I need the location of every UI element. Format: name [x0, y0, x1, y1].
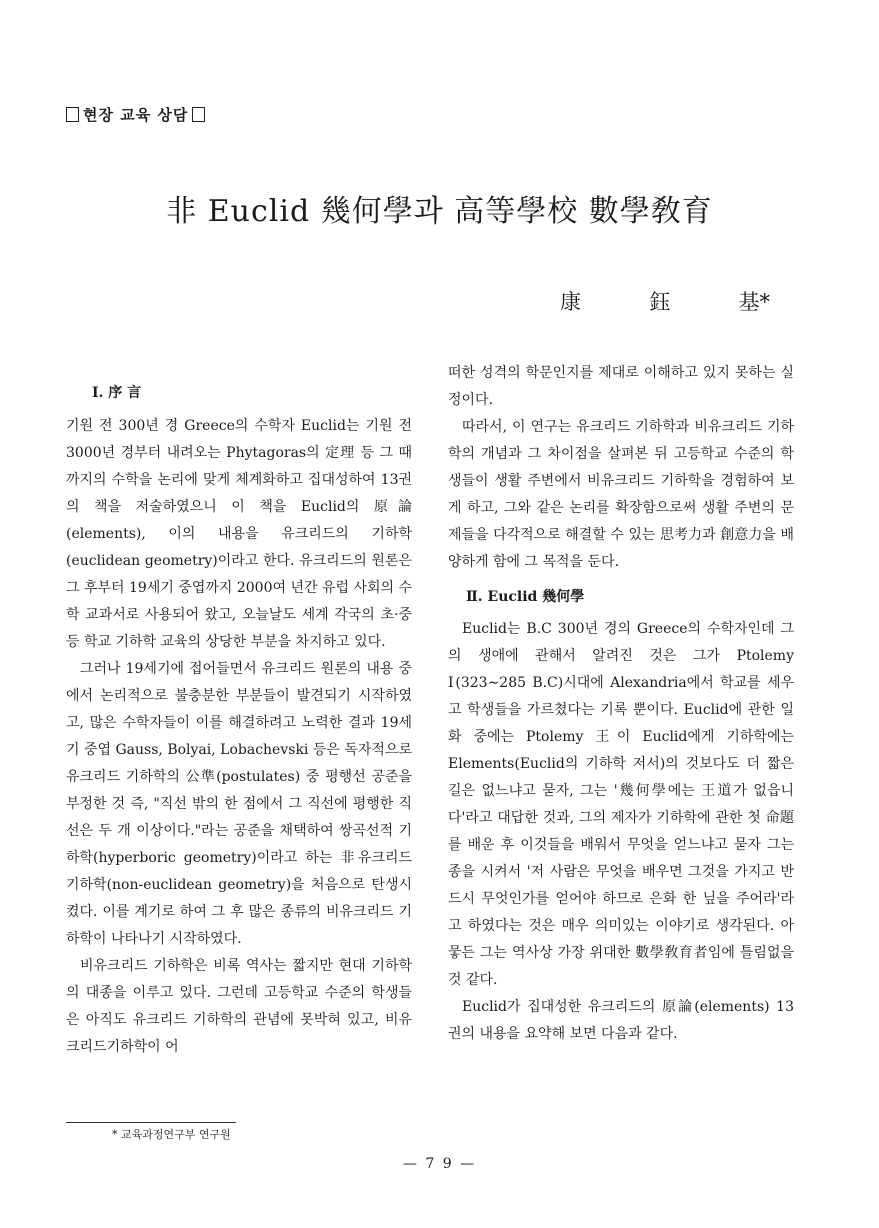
- paragraph: 기원 전 300년 경 Greece의 수학자 Euclid는 기원 전 3000년 경부터 내려오는 Phytagoras의 定理 등 그 때까지의 수학을 논리에 맞게 체계화하고 집대성하여 13권의 책을 저술하였으니 이 책을 Euclid의 原論(elements), 이의 내용을 유크리드의 기하학(euclidean geometry)이라고 한다. 유크리드의 원론은 그 후부터 19세기 중엽까지 2000여 년간 유럽 사회의 수학 교과서로 사용되어 왔고, 오늘날도 세계 각국의 초·중등 학교 기하학 교육의 상당한 부분을 차지하고 있다.: [66, 418, 412, 650]
- paragraph: 비유크리드 기하학은 비록 역사는 짧지만 현대 기하학의 대종을 이루고 있다. 그런데 고등학교 수준의 학생들은 아직도 유크리드 기하학의 관념에 못박혀 있고, 비유크리드기하학이 어: [66, 958, 412, 1055]
- paragraph: 그러나 19세기에 접어들면서 유크리드 원론의 내용 중에서 논리적으로 불충분한 부분들이 발견되기 시작하였고, 많은 수학자들이 이를 해결하려고 노력한 결과 19세기 중엽 Gauss, Bolyai, Lobachevski 등은 독자적으로 유크리드 기하학의 公準(postulates) 중 평행선 공준을 부정한 것 즉, "직선 밖의 한 점에서 그 직선에 평행한 직선은 두 개 이상이다."라는 공준을 채택하여 쌍곡선적 기하학(hyperboric geometry)이라고 하는 非유크리드 기하학(non-euclidean geometry)을 처음으로 탄생시켰다. 이를 계기로 하여 그 후 많은 종류의 비유크리드 기하학이 나타나기 시작하였다.: [66, 661, 412, 947]
- right-column: [448, 360, 794, 1048]
- footnote: * 교육과정연구부 연구원: [112, 1128, 231, 1141]
- author: [560, 286, 770, 316]
- paragraph: Euclid가 집대성한 유크리드의 原論(elements) 13권의 내용을 요약해 보면 다음과 같다.: [448, 999, 794, 1042]
- box-icon: [66, 107, 79, 122]
- author-char: 基*: [738, 290, 770, 314]
- box-icon: [192, 107, 205, 122]
- paper-title: 非 Euclid 幾何學과 高等學校 數學敎育: [166, 194, 713, 229]
- left-column: [66, 360, 412, 1061]
- paragraph: 따라서, 이 연구는 유크리드 기하학과 비유크리드 기하학의 개념과 그 차이점을 살펴본 뒤 고등학교 수준의 학생들이 생활 주변에서 비유크리드 기하학을 경험하여 보게 하고, 그와 같은 논리를 확장함으로써 생활 주변의 문제들을 다각적으로 해결할 수 있는 思考力과 創意力을 배양하게 함에 그 목적을 둔다.: [448, 419, 794, 570]
- header-label: 현장 교육 상담: [83, 106, 189, 124]
- author-char: 康: [560, 290, 581, 314]
- section-heading: Ⅱ. Euclid 幾何學: [466, 589, 585, 605]
- section-heading: Ⅰ. 序 言: [92, 385, 142, 401]
- section-header: [62, 104, 209, 125]
- author-char: 鈺: [649, 290, 671, 314]
- paragraph: Euclid는 B.C 300년 경의 Greece의 수학자인데 그의 생애에 관해서 알려진 것은 그가 Ptolemy Ⅰ(323∼285 B.C)시대에 Alexandria에서 학교를 세우고 학생들을 가르쳤다는 기록 뿐이다. Euclid에 관한 일화 중에는 Ptolemy 王이 Euclid에게 기하학에는 Elements(Euclid의 기하학 저서)의 것보다도 더 짧은 길은 없느냐고 묻자, 그는 '幾何學에는 王道가 없읍니다'라고 대답한 것과, 그의 제자가 기하학에 관한 첫 命題를 배운 후 이것들을 배워서 무엇을 얻느냐고 묻자 그는 종을 시켜서 '저 사람은 무엇을 배우면 그것을 가지고 반드시 무엇인가를 얻어야 하므로 은화 한 닢을 주어라'라고 하였다는 것은 매우 의미있는 이야기로 생각된다. 아뭏든 그는 역사상 가장 위대한 數學敎育者임에 틀림없을 것 같다.: [448, 621, 794, 988]
- footnote-divider: [66, 1122, 236, 1123]
- paragraph: 떠한 성격의 학문인지를 제대로 이해하고 있지 못하는 실정이다.: [448, 365, 794, 408]
- page-number: — 7 9 —: [402, 1156, 477, 1172]
